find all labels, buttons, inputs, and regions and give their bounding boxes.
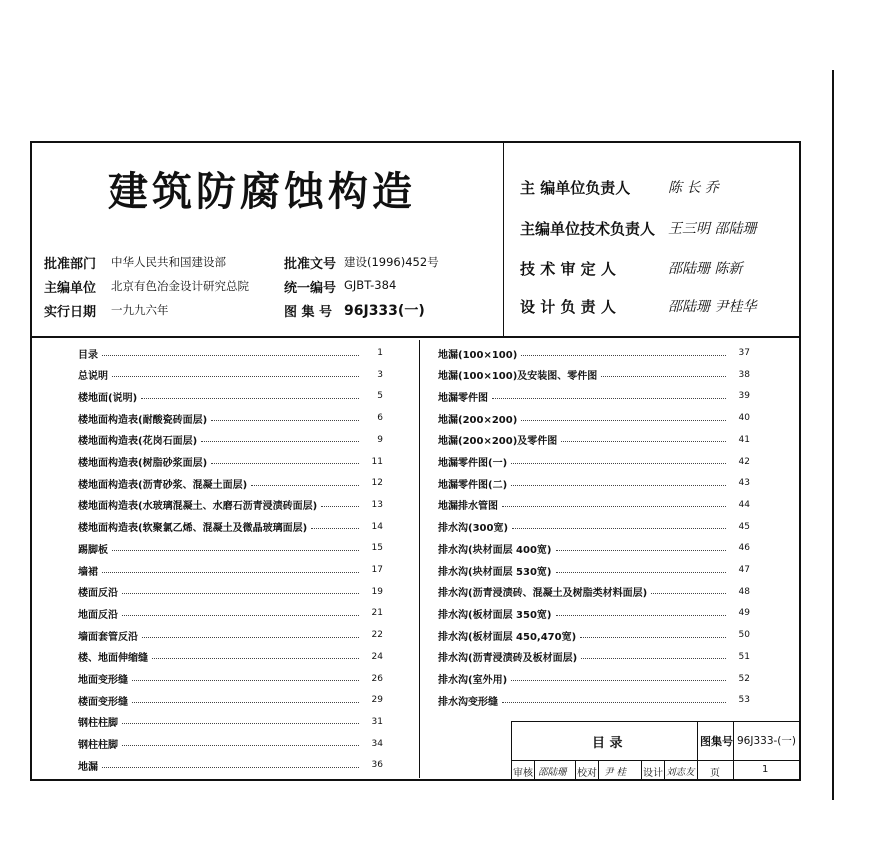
toc-entry [78, 650, 383, 664]
toc-entry-title: 地面变形缝 [78, 675, 128, 686]
toc-entry [78, 758, 383, 772]
toc-entry-title: 地漏 [78, 761, 98, 773]
toc-entry [78, 389, 383, 403]
toc-entry-title: 排水沟变形缝 [438, 696, 498, 708]
toc-entry-title: 排水沟(板材面层 450,470宽) [438, 631, 577, 643]
toc-entry [438, 433, 750, 447]
toc-leader-dots [521, 355, 726, 356]
toc-entry [78, 541, 383, 555]
toc-entry [78, 585, 383, 599]
toc-leader-dots [102, 767, 359, 768]
toc-entry-page: 19 [371, 586, 383, 597]
toc-entry-title: 墙面套管反沿 [78, 631, 138, 643]
review-label: 审核 [513, 768, 533, 779]
toc-leader-dots [581, 658, 726, 659]
toc-entry [438, 563, 750, 577]
toc-leader-dots [112, 550, 359, 551]
toc-entry-title: 排水沟(沥青浸渍砖及板材面层) [438, 653, 578, 665]
toc-entry-title: 楼地面构造表(水玻璃混凝土、水磨石沥青浸渍砖面层) [78, 501, 318, 513]
toc-entry-page: 39 [738, 391, 750, 402]
page-value: 1 [762, 764, 769, 775]
toc-entry [438, 389, 750, 403]
toc-entry-page: 31 [371, 716, 383, 727]
toc-entry-title: 钢柱柱脚 [78, 740, 118, 752]
toc-leader-dots [601, 376, 726, 377]
toc-entry [438, 498, 750, 512]
resp-signature-3: 邵陆珊 尹桂华 [668, 299, 757, 315]
toc-entry-title: 楼地面(说明) [78, 392, 138, 404]
resp-role-1: 主编单位技术负责人 [520, 220, 656, 238]
toc-leader-dots [511, 463, 726, 464]
toc-entry-page: 5 [377, 391, 383, 402]
toc-entry-page: 22 [371, 630, 383, 641]
approval-doc-label: 批准文号 [284, 257, 337, 272]
toc-leader-dots [122, 593, 359, 594]
toc-entry-title: 楼地面构造表(花岗石面层) [78, 436, 198, 448]
toc-leader-dots [512, 528, 726, 529]
toc-entry [78, 433, 383, 447]
check-signature: 尹 桂 [604, 767, 627, 778]
toc-leader-dots [102, 355, 359, 356]
toc-entry-title: 地漏排水管图 [438, 501, 498, 513]
atlas-no-value: 96J333(一) [344, 303, 425, 319]
toc-leader-dots [511, 680, 726, 681]
approval-dept-label: 批准部门 [44, 257, 97, 272]
toc-leader-dots [142, 637, 359, 638]
resp-role-3: 设 计 负 责 人 [520, 298, 616, 316]
toc-leader-dots [502, 506, 726, 507]
unified-no-label: 统一编号 [284, 281, 337, 296]
toc-leader-dots [511, 485, 726, 486]
toc-entry-title: 排水沟(室外用) [438, 675, 508, 686]
toc-entry-title: 排水沟(块材面层 400宽) [438, 544, 552, 556]
toc-entry-title: 楼面反沿 [78, 588, 118, 600]
toc-entry-page: 52 [738, 673, 750, 684]
toc-leader-dots [492, 398, 726, 399]
toc-entry-page: 14 [371, 521, 383, 532]
toc-entry-page: 11 [371, 456, 383, 467]
toc-entry-page: 47 [738, 565, 750, 575]
editor-unit-value: 北京有色冶金设计研究总院 [111, 279, 249, 293]
toc-entry-title: 地漏(100×100)及安装图、零件图 [438, 371, 598, 383]
toc-entry-title: 楼地面构造表(树脂砂浆面层) [78, 458, 208, 469]
toc-entry-page: 24 [371, 651, 383, 662]
toc-entry [438, 476, 750, 490]
resp-signature-0: 陈 长 乔 [668, 180, 719, 196]
toc-entry [78, 628, 383, 642]
toc-leader-dots [122, 745, 359, 746]
toc-entry-page: 36 [371, 760, 383, 771]
editor-unit-label: 主编单位 [44, 281, 97, 296]
toc-entry-page: 44 [738, 499, 750, 510]
toc-entry [78, 476, 383, 490]
approval-doc-value: 建设(1996)452号 [344, 255, 439, 269]
toc-leader-dots [521, 420, 726, 421]
toc-entry [438, 672, 750, 686]
toc-leader-dots [132, 702, 359, 703]
effective-date-value: 一九九六年 [111, 303, 169, 317]
toc-leader-dots [211, 463, 359, 464]
check-label: 校对 [577, 768, 597, 779]
toc-entry-page: 38 [738, 369, 750, 380]
toc-leader-dots [556, 572, 727, 573]
approval-dept-value: 中华人民共和国建设部 [111, 255, 226, 269]
toc-leader-dots [211, 420, 359, 421]
toc-leader-dots [561, 441, 726, 442]
toc-entry-page: 26 [371, 673, 383, 684]
toc-entry-page: 42 [738, 456, 750, 467]
toc-entry [78, 346, 383, 360]
toc-entry-title: 地漏(200×200)及零件图 [438, 436, 558, 448]
toc-leader-dots [502, 702, 726, 703]
toc-entry [438, 650, 750, 664]
toc-entry-page: 34 [371, 738, 383, 749]
toc-entry-page: 43 [738, 478, 750, 489]
toc-entry-page: 40 [738, 413, 750, 424]
toc-entry [78, 455, 383, 469]
unified-no-value: GJBT-384 [344, 278, 397, 292]
toc-leader-dots [132, 680, 359, 681]
toc-entry-page: 50 [738, 630, 750, 641]
toc-entry-page: 41 [738, 434, 750, 445]
toc-entry [438, 628, 750, 642]
toc-entry-page: 45 [738, 521, 750, 532]
toc-entry-title: 地漏(100×100) [438, 349, 518, 361]
toc-entry-title: 楼地面构造表(耐酸瓷砖面层) [78, 414, 208, 426]
effective-date-label: 实行日期 [44, 305, 97, 320]
toc-entry-title: 排水沟(板材面层 350宽) [438, 609, 552, 621]
document-title: 建筑防腐蚀构造 [108, 168, 416, 215]
toc-leader-dots [122, 615, 359, 616]
toc-leader-dots [141, 398, 359, 399]
toc-entry-page: 1 [377, 348, 383, 358]
toc-leader-dots [251, 485, 359, 486]
toc-entry-page: 29 [371, 695, 383, 706]
toc-entry-title: 地漏(200×200) [438, 414, 518, 426]
toc-entry-page: 46 [738, 543, 750, 554]
toc-entry [78, 737, 383, 751]
page-edge-rule [832, 70, 834, 800]
toc-entry-page: 9 [377, 434, 383, 445]
toc-entry-title: 墙裙 [78, 566, 98, 578]
toc-entry [438, 520, 750, 534]
toc-entry [78, 520, 383, 534]
toc-entry-title: 楼、地面伸缩缝 [78, 653, 148, 665]
toc-entry-title: 楼面变形缝 [78, 696, 128, 708]
toc-leader-dots [311, 528, 359, 529]
toc-entry-page: 49 [738, 608, 750, 619]
toc-entry [78, 368, 383, 382]
toc-entry [78, 411, 383, 425]
toc-entry-title: 楼地面构造表(软聚氯乙烯、混凝土及微晶玻璃面层) [78, 523, 308, 535]
toc-entry-title: 总说明 [78, 371, 108, 383]
toc-entry [78, 672, 383, 686]
toc-entry-page: 15 [371, 543, 383, 554]
toc-entry-title: 目录 [78, 349, 98, 361]
toc-entry [438, 411, 750, 425]
resp-role-0: 主 编单位负责人 [520, 179, 631, 197]
toc-entry-page: 53 [738, 695, 750, 706]
toc-leader-dots [102, 572, 359, 573]
toc-entry-title: 排水沟(块材面层 530宽) [438, 566, 552, 578]
toc-entry [438, 693, 750, 707]
toc-entry-page: 21 [371, 608, 383, 619]
toc-leader-dots [112, 376, 359, 377]
toc-entry-page: 37 [738, 348, 750, 358]
review-signature: 邵陆珊 [538, 767, 567, 778]
toc-entry [438, 541, 750, 555]
toc-entry-title: 钢柱柱脚 [78, 718, 118, 730]
toc-entry [438, 368, 750, 382]
page-label: 页 [710, 768, 720, 779]
toc-leader-dots [580, 637, 726, 638]
toc-entry-title: 地面反沿 [78, 609, 118, 621]
toc-entry-page: 6 [377, 413, 383, 424]
toc-leader-dots [201, 441, 359, 442]
toc-entry-title: 地漏零件图(二) [438, 479, 508, 491]
resp-signature-2: 邵陆珊 陈新 [668, 261, 743, 277]
toc-entry-page: 12 [371, 478, 383, 489]
atlas-label: 图集号 [700, 735, 733, 748]
resp-signature-1: 王三明 邵陆珊 [668, 221, 757, 237]
toc-entry-title: 楼地面构造表(沥青砂浆、混凝土面层) [78, 479, 248, 491]
toc-entry [78, 606, 383, 620]
toc-entry [438, 585, 750, 599]
toc-entry [78, 715, 383, 729]
toc-leader-dots [556, 550, 727, 551]
atlas-no-label: 图 集 号 [284, 305, 333, 320]
toc-entry-title: 踢脚板 [78, 544, 108, 556]
toc-leader-dots [321, 506, 359, 507]
atlas-value: 96J333-(一) [737, 735, 796, 747]
design-signature: 刘志友 [666, 767, 695, 778]
sheet-title: 目 录 [592, 736, 623, 751]
toc-entry [78, 563, 383, 577]
toc-leader-dots [152, 658, 359, 659]
toc-entry [78, 498, 383, 512]
toc-entry-page: 51 [738, 651, 750, 662]
toc-entry-title: 地漏零件图 [438, 392, 488, 404]
toc-entry-page: 3 [377, 369, 383, 380]
toc-entry-page: 13 [371, 499, 383, 510]
toc-entry [78, 693, 383, 707]
toc-entry [438, 346, 750, 360]
toc-entry [438, 455, 750, 469]
toc-leader-dots [651, 593, 726, 594]
design-label: 设计 [643, 768, 663, 779]
resp-role-2: 技 术 审 定 人 [520, 260, 616, 278]
toc-entry [438, 606, 750, 620]
toc-leader-dots [556, 615, 727, 616]
toc-entry-title: 排水沟(沥青浸渍砖、混凝土及树脂类材料面层) [438, 588, 648, 600]
toc-entry-title: 地漏零件图(一) [438, 458, 508, 469]
toc-entry-title: 排水沟(300宽) [438, 523, 509, 535]
toc-leader-dots [122, 723, 359, 724]
toc-entry-page: 48 [738, 586, 750, 597]
toc-entry-page: 17 [371, 565, 383, 575]
